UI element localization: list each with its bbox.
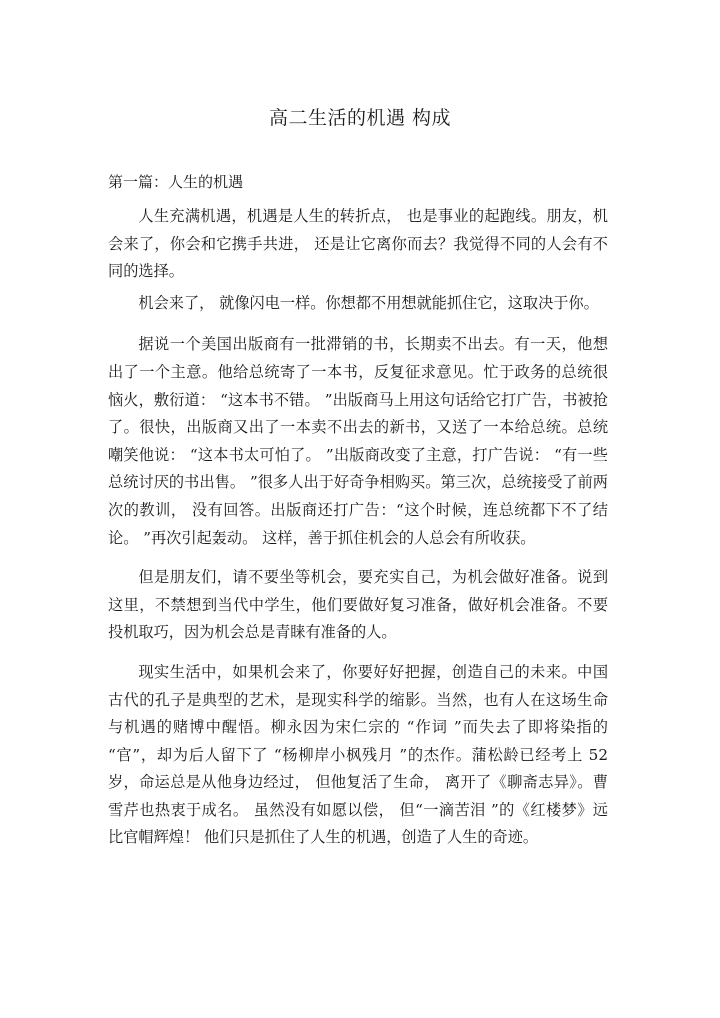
document-title: 高二生活的机遇 构成	[268, 107, 452, 129]
paragraph-4: 但是朋友们，请不要坐等机会，要充实自己，为机会做好准备。说到这里，不禁想到当代中学生，他们要做好复习准备，做好机会准备。不要投机取巧，因为机会总是青睐有准备的人。	[108, 568, 608, 642]
section-heading: 第一篇：人生的机遇	[108, 173, 244, 191]
paragraph-2: 机会来了， 就像闪电一样。你想都不用想就能抓住它，这取决于你。	[138, 293, 599, 312]
paragraph-3: 据说一个美国出版商有一批滞销的书，长期卖不出去。有一天，他想出了一个主意。他给总统寄了一本书，反复征求意见。忙于政务的总统很恼火，敷衍道： “这本书不错。 ”出版商马上用这句话给它打广告，书被抢了。很快，出版商又出了一本卖不出去的新书，又送了一本给总统。总统嘲笑他说： “这本书太可怕了。 ”出版商改变了主意，打广告说： “有一些总统讨厌的书出售。 ”很多人出于好奇争相购买。第三次，总统接受了前两次的教训， 没有回答。出版商还打广告：“这个时候，连总统都下不了结论。 ”再次引起轰动。 这样，善于抓住机会的人总会有所收获。	[108, 335, 608, 547]
document-body	[108, 203, 608, 852]
paragraph-5: 现实生活中，如果机会来了，你要好好把握，创造自己的未来。中国古代的孔子是典型的艺术，是现实科学的缩影。当然，也有人在这场生命与机遇的赌博中醒悟。柳永因为宋仁宗的 “作词 ”而失去了即将染指的 “官”，却为后人留下了 “杨柳岸小枫残月 ”的杰作。蒲松龄已经考上 52 岁，命运总是从他身边经过， 但他复活了生命， 离开了《聊斋志异》。曹雪芹也热衷于成名。 虽然没有如愿以偿， 但“一滴苦泪 ”的《红楼梦》远比官帽辉煌！ 他们只是抓住了人生的机遇，创造了人生的奇迹。	[108, 662, 608, 847]
paragraph-1: 人生充满机遇，机遇是人生的转折点， 也是事业的起跑线。朋友，机会来了，你会和它携手共进， 还是让它离你而去？我觉得不同的人会有不同的选择。	[108, 207, 608, 281]
